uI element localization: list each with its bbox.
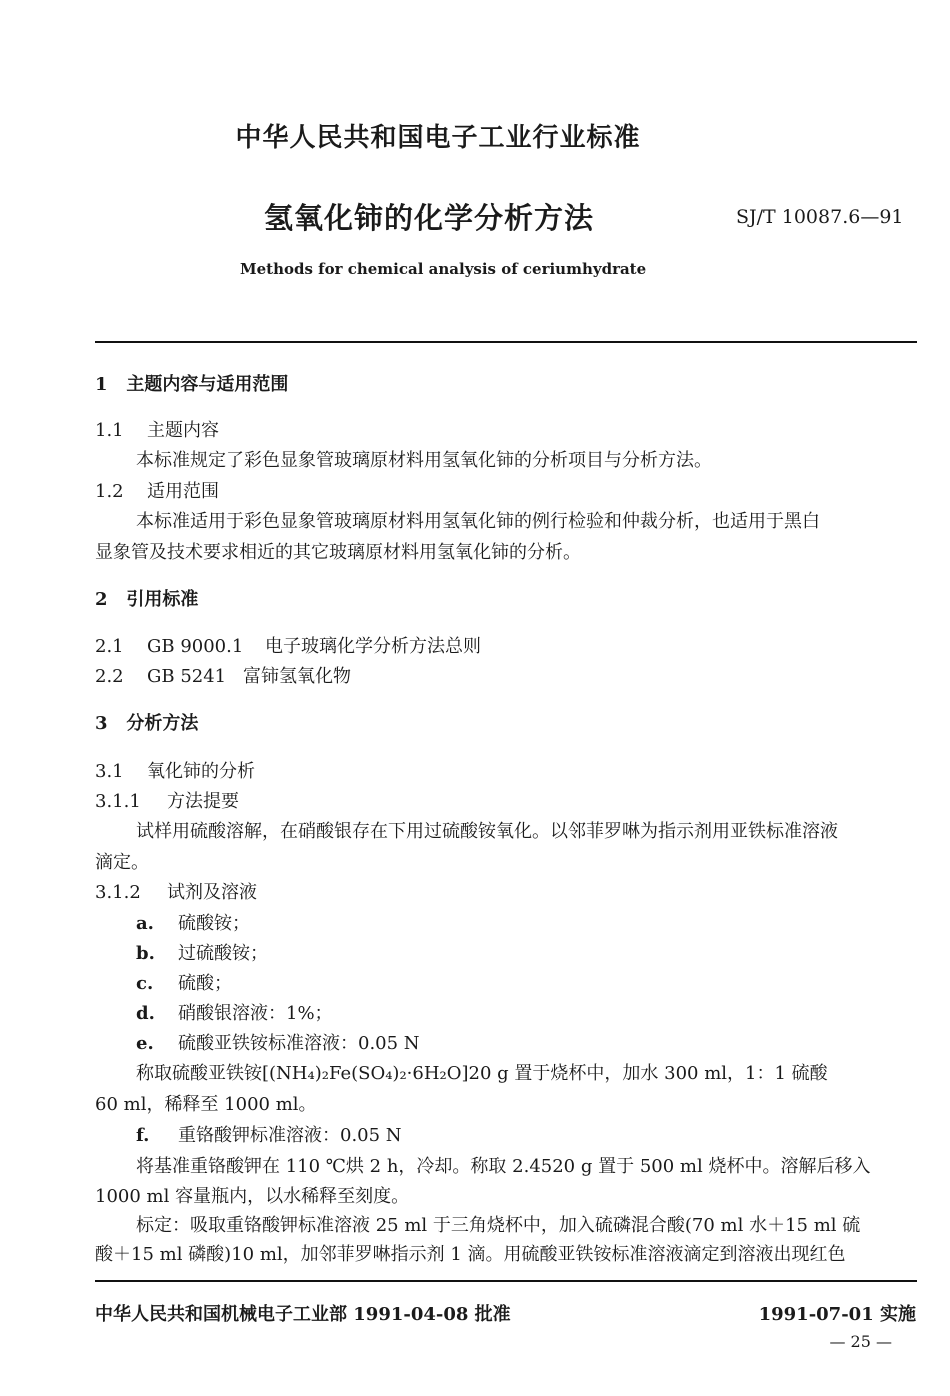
paragraph-line: 滴定。 [95, 852, 149, 873]
item-text: 重铬酸钾标准溶液：0.05 N [178, 1125, 402, 1146]
section-title: 分析方法 [126, 713, 199, 734]
section-title: 主题内容与适用范围 [126, 374, 289, 395]
subsection-number: 3.1 [95, 761, 124, 782]
section-number: 1 [95, 374, 108, 395]
paragraph-line: 本标准适用于彩色显象管玻璃原材料用氢氧化铈的例行检验和仲裁分析，也适用于黑白 [136, 511, 820, 532]
bottom-divider [95, 1280, 917, 1282]
page-number: — 25 — [829, 1332, 892, 1351]
reference-row [95, 632, 481, 658]
section-2-heading [95, 585, 198, 611]
document-title: 氢氧化铈的化学分析方法 [264, 201, 595, 235]
reference-code: GB 5241 [147, 666, 227, 687]
subsection-1-1 [95, 416, 219, 442]
approval-statement: 中华人民共和国机械电子工业部 1991-04-08 批准 [95, 1304, 511, 1325]
section-number: 3 [95, 713, 108, 734]
subsection-title: 方法提要 [167, 791, 239, 812]
subsection-3-1-2 [95, 878, 257, 904]
item-text: 硝酸银溶液：1%； [178, 1003, 333, 1024]
top-divider [95, 341, 917, 343]
paragraph-line: 称取硫酸亚铁铵[(NH₄)₂Fe(SO₄)₂·6H₂O]20 g 置于烧杯中，加水 300 ml，1：1 硫酸 [136, 1063, 828, 1084]
item-text: 硫酸亚铁铵标准溶液：0.05 N [178, 1033, 420, 1054]
section-3-heading [95, 709, 198, 735]
item-text: 过硫酸铵； [178, 943, 268, 964]
item-letter: e. [136, 1033, 154, 1054]
reference-number: 2.1 [95, 636, 124, 657]
paragraph-line: 显象管及技术要求相近的其它玻璃原材料用氢氧化铈的分析。 [95, 542, 581, 563]
paragraph-line: 将基准重铬酸钾在 110 ℃烘 2 h，冷却。称取 2.4520 g 置于 500 ml 烧杯中。溶解后移入 [136, 1156, 871, 1177]
subsection-3-1-1 [95, 787, 239, 813]
paragraph-line: 60 ml，稀释至 1000 ml。 [95, 1094, 317, 1115]
reagent-item-a [136, 909, 250, 935]
subsection-title: 氧化铈的分析 [147, 761, 255, 782]
reference-number: 2.2 [95, 666, 124, 687]
english-subtitle: Methods for chemical analysis of ceriumhydrate [240, 260, 647, 278]
item-letter: b. [136, 943, 155, 964]
paragraph-line: 1000 ml 容量瓶内，以水稀释至刻度。 [95, 1186, 410, 1207]
standard-code: SJ/T 10087.6—91 [736, 206, 904, 228]
reagent-item-f [136, 1121, 402, 1147]
paragraph-line: 本标准规定了彩色显象管玻璃原材料用氢氧化铈的分析项目与分析方法。 [136, 450, 712, 471]
subsection-number: 3.1.1 [95, 791, 141, 812]
item-text: 硫酸； [178, 973, 232, 994]
subsection-1-2 [95, 477, 219, 503]
item-text: 硫酸铵； [178, 913, 250, 934]
reference-title: 富铈氢氧化物 [243, 666, 351, 687]
subsection-3-1 [95, 757, 255, 783]
subsection-title: 适用范围 [147, 481, 219, 502]
subsection-number: 1.1 [95, 420, 124, 441]
reference-code: GB 9000.1 [147, 636, 244, 657]
reference-title: 电子玻璃化学分析方法总则 [265, 636, 481, 657]
reference-row [95, 662, 351, 688]
paragraph-line: 标定：吸取重铬酸钾标准溶液 25 ml 于三角烧杯中，加入硫磷混合酸(70 ml 水＋15 ml 硫 [136, 1215, 861, 1236]
reagent-item-d [136, 999, 333, 1025]
section-number: 2 [95, 589, 108, 610]
reagent-item-c [136, 969, 232, 995]
paragraph-line: 试样用硫酸溶解，在硝酸银存在下用过硫酸铵氧化。以邻菲罗啉为指示剂用亚铁标准溶液 [136, 821, 838, 842]
paragraph-line: 酸＋15 ml 磷酸)10 ml，加邻菲罗啉指示剂 1 滴。用硫酸亚铁铵标准溶液滴定到溶液出现红色 [95, 1244, 846, 1265]
item-letter: f. [136, 1125, 150, 1146]
implementation-date: 1991-07-01 实施 [758, 1304, 916, 1325]
subsection-number: 3.1.2 [95, 882, 141, 903]
subsection-number: 1.2 [95, 481, 124, 502]
item-letter: c. [136, 973, 154, 994]
item-letter: d. [136, 1003, 155, 1024]
section-title: 引用标准 [126, 589, 199, 610]
reagent-item-e [136, 1029, 420, 1055]
reagent-item-b [136, 939, 268, 965]
section-1-heading [95, 370, 288, 396]
standard-org-heading: 中华人民共和国电子工业行业标准 [235, 123, 641, 153]
subsection-title: 主题内容 [147, 420, 219, 441]
subsection-title: 试剂及溶液 [167, 882, 257, 903]
item-letter: a. [136, 913, 154, 934]
